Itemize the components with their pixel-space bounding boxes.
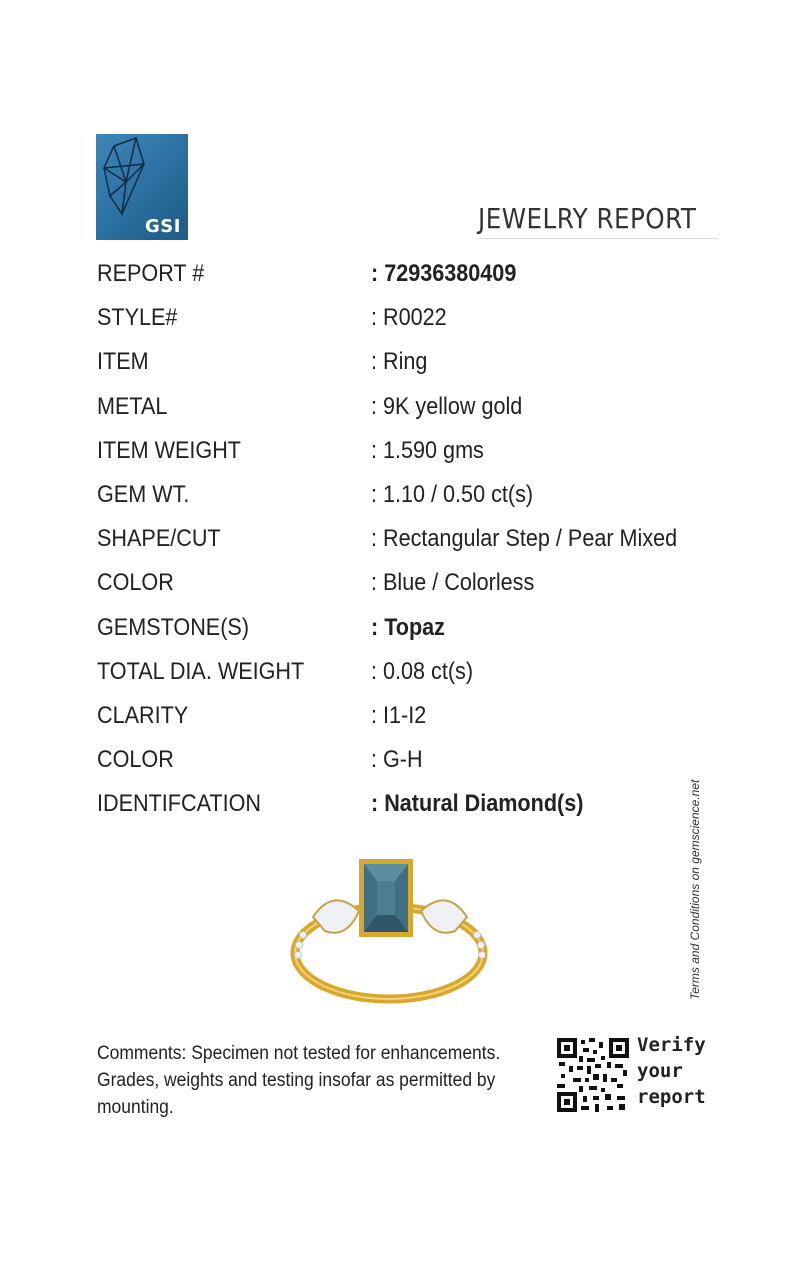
verify-line-3: report — [637, 1086, 706, 1108]
detail-row — [97, 348, 737, 388]
detail-label: ITEM WEIGHT — [97, 436, 241, 464]
detail-value: : I1-I2 — [371, 702, 427, 729]
gsi-logo — [96, 134, 188, 240]
detail-value: : G-H — [371, 746, 423, 774]
detail-row — [97, 746, 737, 786]
detail-row — [97, 393, 737, 433]
detail-label: COLOR — [97, 746, 174, 774]
terms-and-conditions: Terms and Conditions on gemscience.net — [688, 779, 702, 1000]
comments-line-1: Comments: Specimen not tested for enhancements. — [97, 1043, 501, 1064]
detail-label: GEMSTONE(S) — [97, 613, 250, 641]
detail-label: COLOR — [97, 569, 174, 597]
detail-row — [97, 260, 737, 300]
detail-label: IDENTIFCATION — [97, 790, 261, 818]
comments — [97, 1040, 511, 1121]
qr-code-icon[interactable] — [557, 1038, 629, 1112]
ring-icon — [285, 855, 495, 1015]
detail-value: : Blue / Colorless — [371, 569, 535, 597]
detail-label: GEM WT. — [97, 481, 190, 508]
detail-row — [97, 614, 737, 654]
detail-label: TOTAL DIA. WEIGHT — [97, 657, 305, 685]
detail-row — [97, 702, 737, 742]
title-underline — [478, 238, 718, 239]
detail-row — [97, 658, 737, 698]
logo-text: GSI — [145, 216, 181, 237]
report-title: JEWELRY REPORT — [478, 202, 697, 235]
qr-code-graphic — [557, 1038, 629, 1112]
verify-report-link[interactable] — [637, 1032, 706, 1110]
detail-row — [97, 304, 737, 344]
detail-label: STYLE# — [97, 304, 178, 332]
detail-value: : Topaz — [371, 613, 445, 641]
comments-line-3: mounting. — [97, 1097, 174, 1118]
detail-label: ITEM — [97, 348, 149, 376]
detail-value: : Rectangular Step / Pear Mixed — [371, 525, 678, 553]
ring-image — [285, 855, 495, 1015]
verify-line-2: your — [637, 1060, 683, 1082]
detail-row — [97, 790, 737, 830]
detail-label: REPORT # — [97, 260, 205, 287]
detail-row — [97, 481, 737, 521]
detail-value: : 1.10 / 0.50 ct(s) — [371, 481, 534, 508]
detail-label: CLARITY — [97, 702, 189, 729]
detail-row — [97, 525, 737, 565]
detail-row — [97, 569, 737, 609]
detail-label: METAL — [97, 392, 168, 420]
detail-value: : Natural Diamond(s) — [371, 790, 584, 818]
detail-value: : 9K yellow gold — [371, 392, 523, 420]
verify-line-1: Verify — [637, 1034, 706, 1056]
detail-label: SHAPE/CUT — [97, 525, 221, 553]
detail-value: : Ring — [371, 348, 428, 376]
comments-line-2: Grades, weights and testing insofar as permitted by — [97, 1070, 496, 1091]
detail-value: : 0.08 ct(s) — [371, 657, 474, 685]
detail-value: : 72936380409 — [371, 260, 517, 287]
detail-value: : R0022 — [371, 304, 447, 332]
detail-value: : 1.590 gms — [371, 436, 484, 464]
detail-row — [97, 437, 737, 477]
